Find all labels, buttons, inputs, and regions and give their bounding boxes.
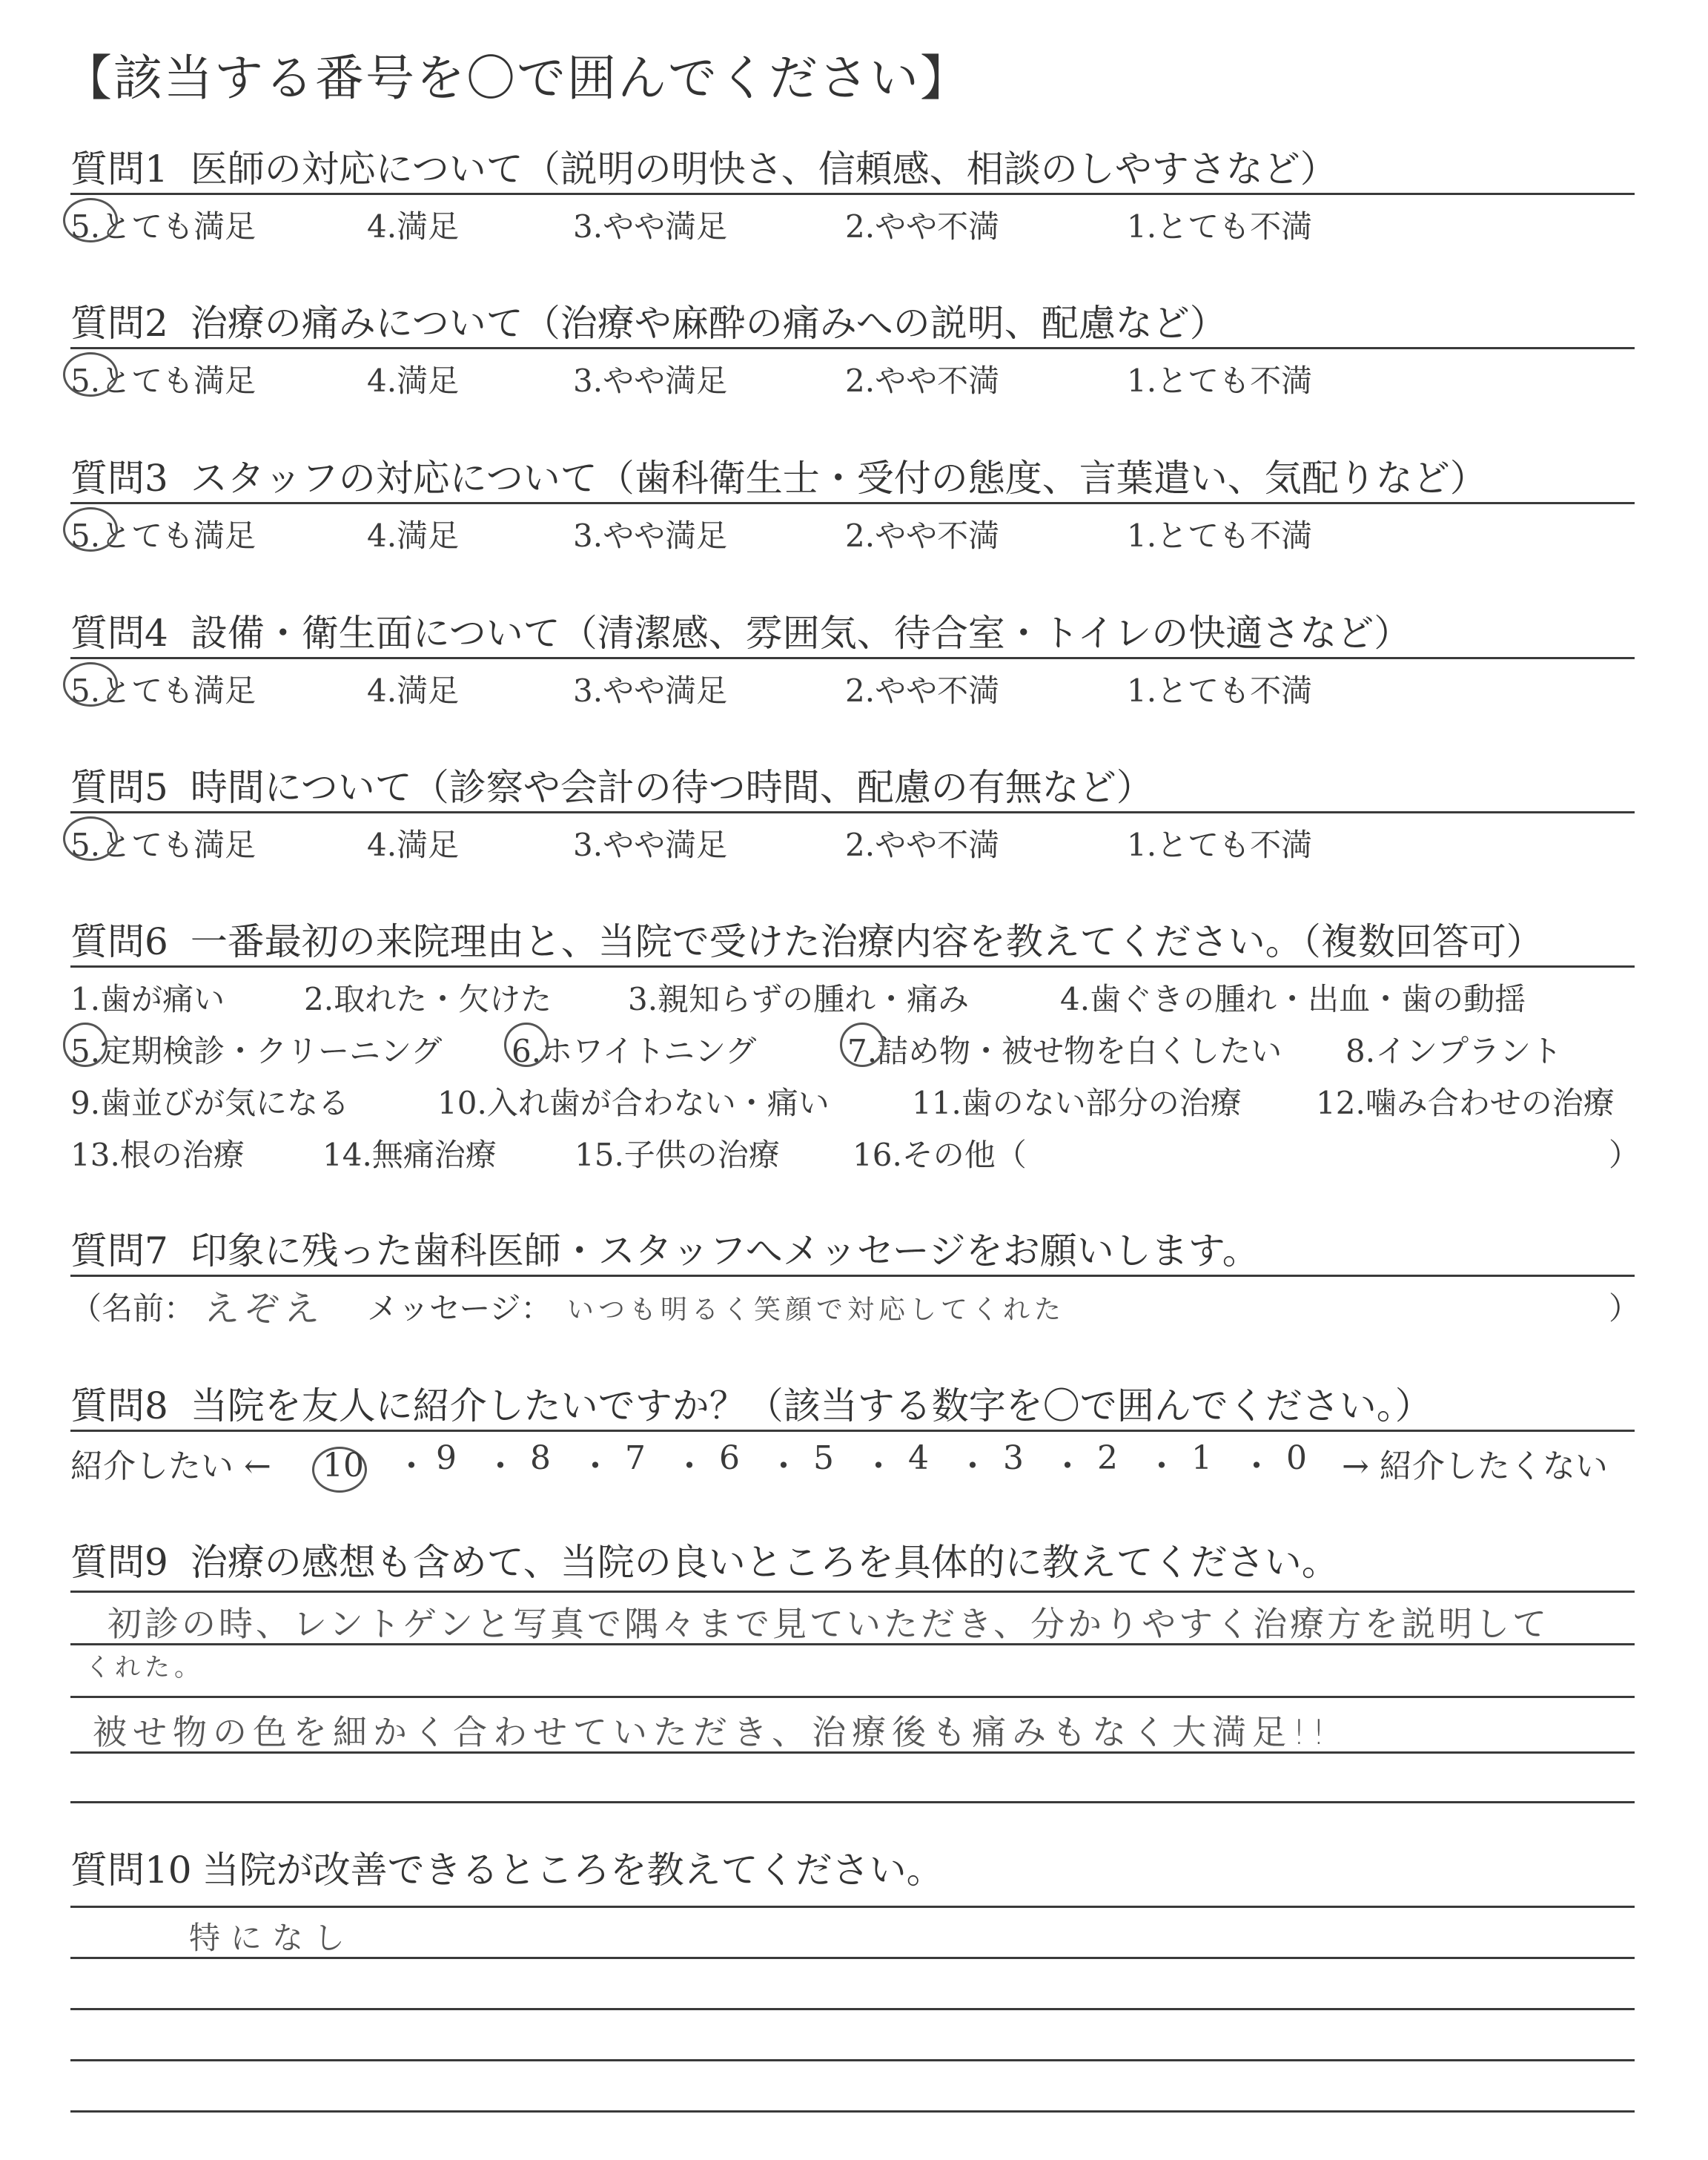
reason-option[interactable]: 4.歯ぐきの腫れ・出血・歯の動揺 (1060, 981, 1526, 1017)
option-5[interactable]: 5.とても満足 (70, 202, 256, 247)
answer-line (70, 1593, 1635, 1645)
question-number: 質問4 (70, 612, 168, 655)
answer-text-line-3[interactable]: 被せ物の色を細かく合わせていただき、治療後も痛みもなく大満足!! (93, 1712, 1332, 1752)
scale-8[interactable]: 8 (530, 1439, 551, 1477)
option-3[interactable]: 3.やや満足 (573, 208, 728, 245)
option-3[interactable]: 3.やや満足 (573, 673, 728, 709)
reason-option-selected[interactable]: 7.詰め物・被せ物を白くしたい (847, 1027, 1282, 1071)
option-3[interactable]: 3.やや満足 (573, 363, 728, 399)
reason-option[interactable]: 11.歯のない部分の治療 (912, 1085, 1242, 1121)
reason-option[interactable]: 10.入れ歯が合わない・痛い (437, 1085, 830, 1121)
scale-dot: ・ (956, 1447, 989, 1485)
option-1[interactable]: 1.とても不満 (1127, 208, 1313, 245)
option-2[interactable]: 2.やや不満 (845, 673, 1000, 709)
message-label: メッセージ： (367, 1290, 552, 1327)
question-1 (70, 145, 1635, 245)
option-4[interactable]: 4.満足 (367, 673, 460, 709)
name-label: （名前： (70, 1290, 196, 1327)
question-number: 質問10 (70, 1849, 192, 1892)
selected-circle (504, 1023, 549, 1067)
question-number: 質問7 (70, 1229, 168, 1272)
option-3[interactable]: 3.やや満足 (573, 518, 728, 554)
option-2[interactable]: 2.やや不満 (845, 208, 1000, 245)
reason-option-selected[interactable]: 5.定期検診・クリーニング (70, 1027, 442, 1071)
option-1[interactable]: 1.とても不満 (1127, 827, 1313, 863)
question-text: 印象に残った歯科医師・スタッフへメッセージをお願いします。 (190, 1229, 1260, 1272)
reason-option[interactable]: 15.子供の治療 (575, 1137, 780, 1173)
scale-dot: ・ (1051, 1447, 1084, 1485)
scale-right-label: → 紹介したくない (1342, 1447, 1608, 1485)
selected-circle (63, 198, 118, 242)
question-text: 当院が改善できるところを教えてください。 (202, 1849, 944, 1892)
question-text: 当院を友人に紹介したいですか？（該当する数字を〇で囲んでください。） (190, 1384, 1432, 1427)
option-5[interactable]: 5.とても満足 (70, 667, 256, 711)
rating-options (70, 813, 1635, 863)
question-10 (70, 1846, 1635, 2113)
selected-circle (63, 816, 118, 861)
answer-line (70, 2061, 1635, 2113)
scale-6[interactable]: 6 (719, 1439, 740, 1477)
option-2[interactable]: 2.やや不満 (845, 363, 1000, 399)
rating-options (70, 349, 1635, 399)
reason-option[interactable]: 3.親知らずの腫れ・痛み (628, 981, 970, 1017)
scale-dot: ・ (395, 1447, 428, 1485)
scale-dot: ・ (673, 1447, 706, 1485)
question-number: 質問6 (70, 920, 168, 963)
rating-options (70, 504, 1635, 554)
question-3 (70, 455, 1635, 554)
selected-circle (63, 507, 118, 552)
question-text: 設備・衛生面について（清潔感、雰囲気、待合室・トイレの快適さなど） (190, 612, 1411, 655)
option-1[interactable]: 1.とても不満 (1127, 673, 1313, 709)
reason-options (70, 968, 1641, 1190)
option-2[interactable]: 2.やや不満 (845, 518, 1000, 554)
question-8 (70, 1382, 1635, 1484)
selected-circle (840, 1023, 884, 1067)
message-value[interactable]: いつも明るく笑顔で対応してくれた (567, 1295, 1066, 1325)
rating-options (70, 195, 1635, 245)
reason-option[interactable]: 2.取れた・欠けた (304, 981, 552, 1017)
recommend-scale: 紹介したい ← 10 ・ 9 ・ 8 ・ 7 ・ 6 ・ 5 ・ 4 ・ 3 ・ 2 ・ 1 ・ 0 → 紹介したくない (70, 1432, 1635, 1484)
selected-circle (63, 1023, 107, 1067)
scale-dot: ・ (484, 1447, 517, 1485)
question-6 (70, 918, 1641, 1190)
close-paren: ） (1609, 1290, 1641, 1327)
question-number: 質問3 (70, 457, 168, 500)
scale-4[interactable]: 4 (908, 1439, 929, 1477)
scale-left-label: 紹介したい ← (70, 1447, 271, 1485)
question-number: 質問1 (70, 148, 168, 191)
scale-dot: ・ (767, 1447, 800, 1485)
selected-circle (63, 662, 118, 707)
question-2 (70, 300, 1635, 399)
question-text: 治療の痛みについて（治療や麻酔の痛みへの説明、配慮など） (190, 302, 1227, 345)
question-number: 質問2 (70, 302, 168, 345)
other-close-paren: ） (1609, 1137, 1641, 1173)
option-1[interactable]: 1.とても不満 (1127, 518, 1313, 554)
reason-option[interactable]: 9.歯並びが気になる (70, 1085, 350, 1121)
scale-3[interactable]: 3 (1003, 1439, 1024, 1477)
scale-5[interactable]: 5 (813, 1439, 834, 1477)
question-number: 質問8 (70, 1384, 168, 1427)
question-number: 質問9 (70, 1541, 168, 1584)
answer-text[interactable]: 特になし (189, 1920, 356, 1956)
scale-2[interactable]: 2 (1097, 1439, 1118, 1477)
question-number: 質問5 (70, 766, 168, 809)
option-2[interactable]: 2.やや不満 (845, 827, 1000, 863)
rating-options (70, 659, 1635, 709)
answer-line (70, 1698, 1635, 1754)
page-title: 【該当する番号を〇で囲んでください】 (63, 50, 970, 107)
reason-option[interactable]: 8.インプラント (1345, 1033, 1563, 1069)
message-row (70, 1277, 1641, 1330)
reason-option[interactable]: 1.歯が痛い (70, 981, 225, 1017)
answer-line (70, 2010, 1635, 2061)
scale-7[interactable]: 7 (625, 1439, 646, 1477)
question-text: 一番最初の来院理由と、当院で受けた治療内容を教えてください。（複数回答可） (190, 920, 1543, 963)
question-5 (70, 764, 1635, 863)
answer-text-line-2[interactable]: くれた。 (85, 1653, 204, 1682)
scale-dot: ・ (579, 1447, 612, 1485)
reason-option[interactable]: 12.噛み合わせの治療 (1316, 1085, 1615, 1121)
question-text: 医師の対応について（説明の明快さ、信頼感、相談のしやすさなど） (190, 148, 1337, 191)
reason-option[interactable]: 16.その他（ (853, 1137, 1027, 1173)
question-9 (70, 1539, 1635, 1803)
option-5[interactable]: 5.とても満足 (70, 821, 256, 865)
scale-9[interactable]: 9 (436, 1439, 457, 1477)
option-3[interactable]: 3.やや満足 (573, 827, 728, 863)
option-5[interactable]: 5.とても満足 (70, 357, 256, 401)
scale-1[interactable]: 1 (1191, 1439, 1212, 1477)
question-text: スタッフの対応について（歯科衛生士・受付の態度、言葉遣い、気配りなど） (190, 457, 1487, 500)
option-5[interactable]: 5.とても満足 (70, 512, 256, 556)
name-value[interactable]: えぞえ (204, 1288, 325, 1330)
reason-option[interactable]: 14.無痛治療 (322, 1137, 497, 1173)
scale-dot: ・ (1240, 1447, 1273, 1485)
answer-line (70, 1645, 1635, 1698)
scale-0[interactable]: 0 (1286, 1439, 1307, 1477)
answer-line (70, 1908, 1635, 1959)
answer-line (70, 1959, 1635, 2010)
answer-text-line-1[interactable]: 初診の時、レントゲンと写真で隅々まで見ていただき、分かりやすく治療方を説明して (107, 1604, 1550, 1644)
option-4[interactable]: 4.満足 (367, 827, 460, 863)
scale-dot: ・ (1145, 1447, 1178, 1485)
question-4 (70, 610, 1635, 709)
option-1[interactable]: 1.とても不満 (1127, 363, 1313, 399)
reason-option-selected[interactable]: 6.ホワイトニング (512, 1027, 756, 1071)
scale-dot: ・ (862, 1447, 895, 1485)
question-text: 時間について（診察や会計の待つ時間、配慮の有無など） (190, 766, 1153, 809)
selected-circle (63, 352, 118, 397)
option-4[interactable]: 4.満足 (367, 518, 460, 554)
question-text: 治療の感想も含めて、当院の良いところを具体的に教えてください。 (190, 1541, 1339, 1584)
option-4[interactable]: 4.満足 (367, 363, 460, 399)
answer-line (70, 1754, 1635, 1803)
reason-option[interactable]: 13.根の治療 (70, 1137, 245, 1173)
option-4[interactable]: 4.満足 (367, 208, 460, 245)
question-7 (70, 1227, 1641, 1330)
